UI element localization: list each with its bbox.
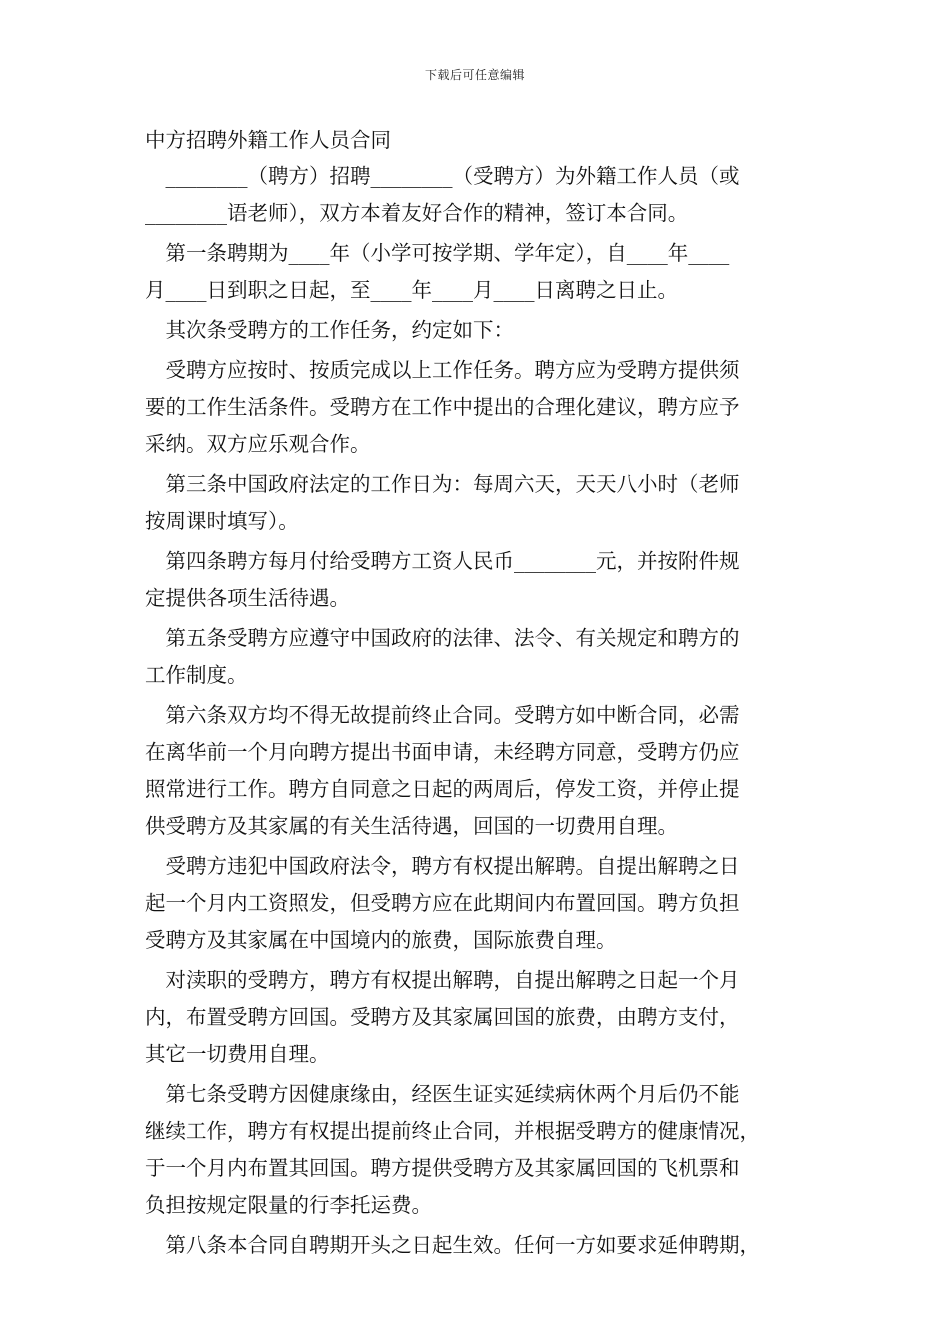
text-line: 工作制度。 [145, 663, 248, 687]
text-line: 第七条受聘方因健康缘由，经医生证实延续病休两个月后仍不能 [145, 1082, 740, 1106]
text-line: 第一条聘期为____年（小学可按学期、学年定），自____年____ [145, 241, 730, 265]
text-line: 负担按规定限量的行李托运费。 [145, 1193, 432, 1217]
text-line: 起一个月内工资照发，但受聘方应在此期间内布置回国。聘方负担 [145, 891, 740, 915]
text-line: 采纳。双方应乐观合作。 [145, 432, 371, 456]
text-line: 在离华前一个月向聘方提出书面申请，未经聘方同意，受聘方仍应 [145, 740, 740, 764]
text-line: 第六条双方均不得无故提前终止合同。受聘方如中断合同，必需 [145, 703, 740, 727]
text-line: 对渎职的受聘方，聘方有权提出解聘，自提出解聘之日起一个月 [145, 968, 740, 992]
text-line: 内，布置受聘方回国。受聘方及其家属回国的旅费，由聘方支付， [145, 1005, 740, 1029]
text-line: 第五条受聘方应遵守中国政府的法律、法令、有关规定和聘方的 [145, 626, 740, 650]
document-body [145, 122, 825, 1264]
text-line: 第四条聘方每月付给受聘方工资人民币________元，并按附件规 [145, 549, 740, 573]
header-note: 下载后可任意编辑 [424, 68, 525, 82]
text-line: 定提供各项生活待遇。 [145, 586, 350, 610]
document-title: 中方招聘外籍工作人员合同 [145, 128, 391, 152]
text-line: 继续工作，聘方有权提出提前终止合同，并根据受聘方的健康情况， [145, 1119, 760, 1143]
text-line: 照常进行工作。聘方自同意之日起的两周后，停发工资，并停止提 [145, 777, 740, 801]
text-line: 其次条受聘方的工作任务，约定如下： [145, 318, 514, 342]
text-line: ________语老师），双方本着友好合作的精神，签订本合同。 [145, 201, 689, 225]
text-line: 于一个月内布置其回国。聘方提供受聘方及其家属回国的飞机票和 [145, 1156, 740, 1180]
text-line: 第八条本合同自聘期开头之日起生效。任何一方如要求延伸聘期， [145, 1233, 760, 1257]
text-line: 按周课时填写）。 [145, 509, 299, 533]
text-line: 第三条中国政府法定的工作日为：每周六天，天天八小时（老师 [145, 472, 740, 496]
text-line: 月____日到职之日起，至____年____月____日离聘之日止。 [145, 278, 678, 302]
text-line: 受聘方及其家属在中国境内的旅费，国际旅费自理。 [145, 928, 617, 952]
text-line: ________（聘方）招聘________（受聘方）为外籍工作人员（或 [145, 164, 740, 188]
text-line: 供受聘方及其家属的有关生活待遇，回国的一切费用自理。 [145, 814, 678, 838]
text-line: 其它一切费用自理。 [145, 1042, 330, 1066]
text-line: 受聘方违犯中国政府法令，聘方有权提出解聘。自提出解聘之日 [145, 854, 740, 878]
text-line: 要的工作生活条件。受聘方在工作中提出的合理化建议，聘方应予 [145, 395, 740, 419]
text-line: 受聘方应按时、按质完成以上工作任务。聘方应为受聘方提供须 [145, 358, 740, 382]
